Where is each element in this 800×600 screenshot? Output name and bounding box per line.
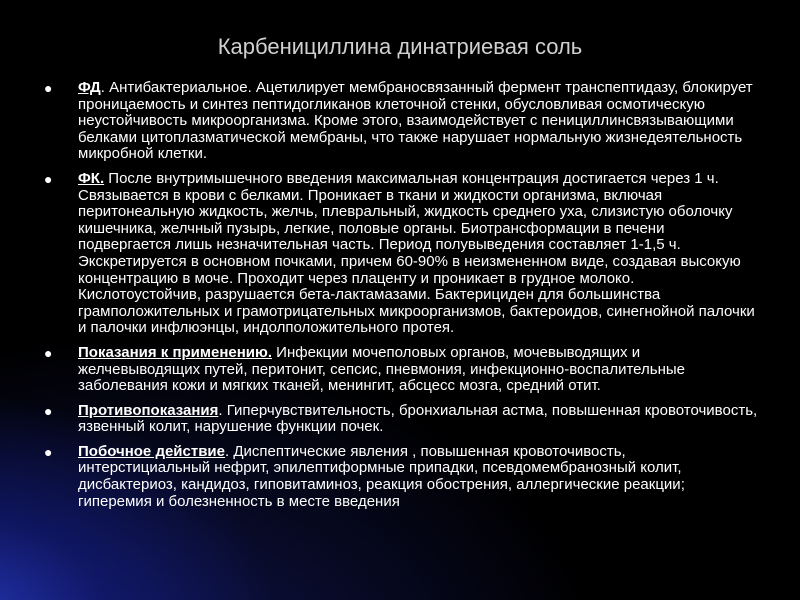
list-item: [38, 171, 758, 337]
item-label: ФД: [78, 79, 101, 96]
bullet-icon: ●: [44, 344, 53, 361]
item-label: Противопоказания: [78, 401, 219, 419]
item-text: . Гиперчувствительность, бронхиальная астма, повышенная кровоточивость, язвенный колит, нарушение функции почек.: [78, 401, 758, 436]
item-label: Показания к применению.: [78, 343, 272, 361]
bullet-icon: ●: [44, 170, 53, 187]
item-label: Побочное действие: [78, 442, 225, 460]
bullet-icon: ●: [44, 443, 53, 460]
list-item: [38, 444, 758, 510]
bullet-icon: ●: [44, 402, 53, 419]
item-text: . Диспептические явления , повышенная кровоточивость, интерстициальный нефрит, эпилептиформные припадки, псевдомембранозный колит, дисбактериоз, кандидоз, гиповитаминоз, реакция обострения, аллергические реакции; гиперемия и болезненность в месте введения: [78, 442, 685, 510]
item-label: ФК.: [78, 169, 105, 187]
list-item: [38, 80, 758, 163]
slide-title: Карбенициллина динатриевая соль: [217, 34, 583, 59]
item-text: . Антибактериальное. Ацетилирует мембраносвязанный фермент транспептидазу, блокирует проницаемость и синтез пептидогликанов клеточной стенки, обусловливая осмотическую неустойчивость микроорганизма. Кроме этого, взаимодействует с пенициллинсвязывающими белками цитоплазматической мембраны, что также нарушает нормальную жизнедеятельность микробной клетки.: [78, 79, 753, 163]
item-text: После внутримышечного введения максимальная концентрация достигается через 1 ч. Связывается в крови с белками. Проникает в ткани и жидкости организма, включая перитонеальную жидкость, желчь, плевральный, жидкость среднего уха, слизистую оболочку кишечника, желчный пузырь, легкие, половые органы. Биотрансформации в печени подвергается лишь незначительная часть. Период полувыведения составляет 1-1,5 ч. Экскретируется в основном почками, причем 60-90% в неизмененном виде, создавая высокую концентрацию в моче. Проходит через плаценту и проникает в грудное молоко. Кислотоустойчив, разрушается бета-лактамазами. Бактерициден для большинства грамположительных и грамотрицательных микроорганизмов, бактероидов, синегнойной палочки и палочки инфлюэнцы, индолположительного протея.: [78, 169, 755, 337]
bullet-icon: ●: [44, 80, 53, 96]
item-text: Инфекции мочеполовых органов, мочевыводящих и желчевыводящих путей, перитонит, сепсис, пневмония, инфекционно-воспалительные заболевания кожи и мягких тканей, менингит, абсцесс мозга, средний отит.: [78, 343, 685, 395]
bullet-list: [38, 80, 758, 518]
list-item: [38, 345, 758, 395]
list-item: [38, 403, 758, 436]
